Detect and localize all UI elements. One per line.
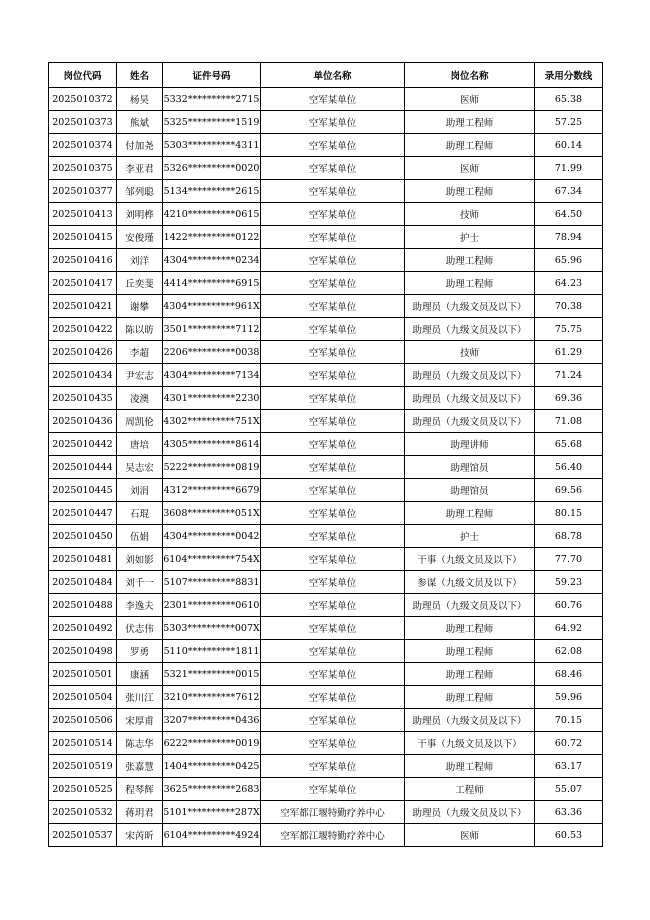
header-position-name: 岗位名称 [405,63,535,88]
id-number-cell: 4301**********2230 [163,387,261,410]
position-code-cell: 2025010373 [49,111,117,134]
name-cell: 罗勇 [117,640,163,663]
unit-name-cell: 空军某单位 [261,226,405,249]
name-cell: 伍娟 [117,525,163,548]
id-number-cell: 6222**********0019 [163,732,261,755]
header-name: 姓名 [117,63,163,88]
position-name-cell: 助理工程师 [405,617,535,640]
id-number-cell: 3608**********051X [163,502,261,525]
unit-name-cell: 空军某单位 [261,433,405,456]
table-row [49,456,603,479]
name-cell: 安俊瑾 [117,226,163,249]
table-row [49,249,603,272]
id-number-cell: 5326**********0020 [163,157,261,180]
score-line-cell: 70.15 [535,709,603,732]
name-cell: 刘洋 [117,249,163,272]
position-name-cell: 助理馆员 [405,479,535,502]
header-score-line: 录用分数线 [535,63,603,88]
id-number-cell: 3207**********0436 [163,709,261,732]
id-number-cell: 6104**********4924 [163,824,261,847]
score-line-cell: 68.78 [535,525,603,548]
position-code-cell: 2025010532 [49,801,117,824]
unit-name-cell: 空军都江堰特勤疗养中心 [261,801,405,824]
position-name-cell: 干事（九级文员及以下） [405,548,535,571]
unit-name-cell: 空军某单位 [261,732,405,755]
position-code-cell: 2025010525 [49,778,117,801]
position-code-cell: 2025010415 [49,226,117,249]
id-number-cell: 4304**********0042 [163,525,261,548]
unit-name-cell: 空军某单位 [261,157,405,180]
score-line-cell: 63.36 [535,801,603,824]
name-cell: 张川江 [117,686,163,709]
header-id-number: 证件号码 [163,63,261,88]
table-row [49,502,603,525]
position-name-cell: 技师 [405,341,535,364]
name-cell: 李超 [117,341,163,364]
table-row [49,571,603,594]
unit-name-cell: 空军某单位 [261,318,405,341]
name-cell: 蒋玥君 [117,801,163,824]
table-row [49,111,603,134]
score-line-cell: 60.53 [535,824,603,847]
score-line-cell: 60.72 [535,732,603,755]
table-row [49,134,603,157]
id-number-cell: 4414**********6915 [163,272,261,295]
position-code-cell: 2025010504 [49,686,117,709]
position-code-cell: 2025010537 [49,824,117,847]
name-cell: 谢攀 [117,295,163,318]
position-code-cell: 2025010417 [49,272,117,295]
table-row [49,88,603,111]
id-number-cell: 1422**********0122 [163,226,261,249]
position-name-cell: 助理员（九级文员及以下） [405,709,535,732]
position-name-cell: 助理讲师 [405,433,535,456]
table-row [49,525,603,548]
unit-name-cell: 空军某单位 [261,663,405,686]
table-row [49,640,603,663]
position-name-cell: 助理工程师 [405,272,535,295]
id-number-cell: 4304**********961X [163,295,261,318]
table-row [49,180,603,203]
id-number-cell: 4305**********8614 [163,433,261,456]
score-line-cell: 57.25 [535,111,603,134]
unit-name-cell: 空军某单位 [261,203,405,226]
id-number-cell: 4312**********6679 [163,479,261,502]
unit-name-cell: 空军某单位 [261,709,405,732]
name-cell: 尹宏志 [117,364,163,387]
score-line-cell: 64.50 [535,203,603,226]
unit-name-cell: 空军某单位 [261,180,405,203]
name-cell: 宋芮昕 [117,824,163,847]
name-cell: 张嘉慧 [117,755,163,778]
score-line-cell: 71.24 [535,364,603,387]
name-cell: 陈以昉 [117,318,163,341]
id-number-cell: 3210**********7612 [163,686,261,709]
id-number-cell: 1404**********0425 [163,755,261,778]
position-code-cell: 2025010450 [49,525,117,548]
unit-name-cell: 空军都江堰特勤疗养中心 [261,824,405,847]
position-code-cell: 2025010506 [49,709,117,732]
name-cell: 熊斌 [117,111,163,134]
position-code-cell: 2025010514 [49,732,117,755]
unit-name-cell: 空军某单位 [261,295,405,318]
position-name-cell: 助理工程师 [405,686,535,709]
position-code-cell: 2025010484 [49,571,117,594]
position-name-cell: 助理工程师 [405,502,535,525]
unit-name-cell: 空军某单位 [261,134,405,157]
name-cell: 凌澳 [117,387,163,410]
id-number-cell: 5303**********007X [163,617,261,640]
score-line-cell: 65.68 [535,433,603,456]
position-name-cell: 技师 [405,203,535,226]
id-number-cell: 4304**********7134 [163,364,261,387]
position-name-cell: 医师 [405,824,535,847]
position-code-cell: 2025010434 [49,364,117,387]
table-row [49,203,603,226]
position-code-cell: 2025010498 [49,640,117,663]
position-code-cell: 2025010488 [49,594,117,617]
position-name-cell: 助理工程师 [405,134,535,157]
position-name-cell: 助理工程师 [405,663,535,686]
unit-name-cell: 空军某单位 [261,594,405,617]
table-row [49,226,603,249]
position-code-cell: 2025010492 [49,617,117,640]
id-number-cell: 4304**********0234 [163,249,261,272]
score-line-cell: 78.94 [535,226,603,249]
unit-name-cell: 空军某单位 [261,272,405,295]
id-number-cell: 3501**********7112 [163,318,261,341]
name-cell: 石琨 [117,502,163,525]
position-name-cell: 助理员（九级文员及以下） [405,364,535,387]
score-line-cell: 55.07 [535,778,603,801]
position-name-cell: 护士 [405,525,535,548]
score-line-cell: 68.46 [535,663,603,686]
score-line-cell: 56.40 [535,456,603,479]
name-cell: 杨昊 [117,88,163,111]
id-number-cell: 5321**********0015 [163,663,261,686]
position-code-cell: 2025010374 [49,134,117,157]
name-cell: 唐培 [117,433,163,456]
table-row [49,318,603,341]
name-cell: 刘千一 [117,571,163,594]
table-body [49,88,603,847]
position-code-cell: 2025010501 [49,663,117,686]
table-row [49,548,603,571]
name-cell: 周凯伦 [117,410,163,433]
position-name-cell: 助理员（九级文员及以下） [405,594,535,617]
table-row [49,709,603,732]
id-number-cell: 4302**********751X [163,410,261,433]
score-line-cell: 64.23 [535,272,603,295]
score-line-cell: 70.38 [535,295,603,318]
position-name-cell: 助理馆员 [405,456,535,479]
unit-name-cell: 空军某单位 [261,571,405,594]
position-name-cell: 助理工程师 [405,111,535,134]
score-line-cell: 61.29 [535,341,603,364]
table-row [49,272,603,295]
name-cell: 宋厚甫 [117,709,163,732]
name-cell: 刘涓 [117,479,163,502]
score-line-cell: 71.08 [535,410,603,433]
unit-name-cell: 空军某单位 [261,640,405,663]
name-cell: 康涵 [117,663,163,686]
name-cell: 李亚君 [117,157,163,180]
id-number-cell: 2301**********0610 [163,594,261,617]
position-code-cell: 2025010416 [49,249,117,272]
table-row [49,824,603,847]
name-cell: 付加尧 [117,134,163,157]
name-cell: 李逸夫 [117,594,163,617]
position-name-cell: 医师 [405,88,535,111]
position-name-cell: 助理工程师 [405,640,535,663]
position-name-cell: 助理工程师 [405,755,535,778]
position-name-cell: 助理员（九级文员及以下） [405,295,535,318]
unit-name-cell: 空军某单位 [261,456,405,479]
table-row [49,157,603,180]
unit-name-cell: 空军某单位 [261,755,405,778]
table-row [49,387,603,410]
position-code-cell: 2025010372 [49,88,117,111]
name-cell: 刘如影 [117,548,163,571]
position-code-cell: 2025010481 [49,548,117,571]
position-code-cell: 2025010447 [49,502,117,525]
score-line-cell: 59.23 [535,571,603,594]
id-number-cell: 3625**********2683 [163,778,261,801]
table-row [49,410,603,433]
id-number-cell: 2206**********0038 [163,341,261,364]
position-code-cell: 2025010375 [49,157,117,180]
table-row [49,686,603,709]
unit-name-cell: 空军某单位 [261,364,405,387]
position-code-cell: 2025010442 [49,433,117,456]
unit-name-cell: 空军某单位 [261,111,405,134]
table-row [49,663,603,686]
id-number-cell: 5303**********4311 [163,134,261,157]
score-line-cell: 62.08 [535,640,603,663]
position-name-cell: 工程师 [405,778,535,801]
unit-name-cell: 空军某单位 [261,548,405,571]
unit-name-cell: 空军某单位 [261,387,405,410]
position-name-cell: 助理员（九级文员及以下） [405,801,535,824]
position-code-cell: 2025010519 [49,755,117,778]
unit-name-cell: 空军某单位 [261,479,405,502]
position-code-cell: 2025010413 [49,203,117,226]
score-line-cell: 77.70 [535,548,603,571]
name-cell: 丘奕斐 [117,272,163,295]
table-row [49,364,603,387]
name-cell: 伏志伟 [117,617,163,640]
table-row [49,594,603,617]
score-line-cell: 65.38 [535,88,603,111]
position-name-cell: 助理员（九级文员及以下） [405,387,535,410]
position-code-cell: 2025010421 [49,295,117,318]
id-number-cell: 5101**********287X [163,801,261,824]
position-name-cell: 助理员（九级文员及以下） [405,318,535,341]
unit-name-cell: 空军某单位 [261,249,405,272]
unit-name-cell: 空军某单位 [261,502,405,525]
unit-name-cell: 空军某单位 [261,686,405,709]
unit-name-cell: 空军某单位 [261,525,405,548]
score-line-cell: 59.96 [535,686,603,709]
position-name-cell: 护士 [405,226,535,249]
position-name-cell: 助理员（九级文员及以下） [405,410,535,433]
table-row [49,732,603,755]
id-number-cell: 5110**********1811 [163,640,261,663]
table-row [49,479,603,502]
position-code-cell: 2025010422 [49,318,117,341]
table-row [49,801,603,824]
position-code-cell: 2025010435 [49,387,117,410]
header-unit-name: 单位名称 [261,63,405,88]
position-code-cell: 2025010445 [49,479,117,502]
score-line-cell: 75.75 [535,318,603,341]
score-line-cell: 64.92 [535,617,603,640]
table-row [49,755,603,778]
position-code-cell: 2025010426 [49,341,117,364]
position-name-cell: 医师 [405,157,535,180]
score-line-cell: 60.76 [535,594,603,617]
id-number-cell: 5222**********0819 [163,456,261,479]
position-code-cell: 2025010377 [49,180,117,203]
header-position-code: 岗位代码 [49,63,117,88]
unit-name-cell: 空军某单位 [261,410,405,433]
score-line-cell: 65.96 [535,249,603,272]
score-line-cell: 69.56 [535,479,603,502]
name-cell: 程琴辉 [117,778,163,801]
position-name-cell: 参谋（九级文员及以下） [405,571,535,594]
score-line-cell: 60.14 [535,134,603,157]
position-name-cell: 干事（九级文员及以下） [405,732,535,755]
position-name-cell: 助理工程师 [405,249,535,272]
score-line-cell: 80.15 [535,502,603,525]
name-cell: 刘明桦 [117,203,163,226]
table-row [49,295,603,318]
unit-name-cell: 空军某单位 [261,341,405,364]
id-number-cell: 5134**********2615 [163,180,261,203]
id-number-cell: 4210**********0615 [163,203,261,226]
table-row [49,617,603,640]
unit-name-cell: 空军某单位 [261,617,405,640]
score-line-cell: 71.99 [535,157,603,180]
id-number-cell: 6104**********754X [163,548,261,571]
unit-name-cell: 空军某单位 [261,778,405,801]
score-line-cell: 63.17 [535,755,603,778]
table-row [49,433,603,456]
position-code-cell: 2025010436 [49,410,117,433]
id-number-cell: 5107**********8831 [163,571,261,594]
id-number-cell: 5325**********1519 [163,111,261,134]
id-number-cell: 5332**********2715 [163,88,261,111]
name-cell: 陈志华 [117,732,163,755]
position-name-cell: 助理工程师 [405,180,535,203]
table-row [49,778,603,801]
unit-name-cell: 空军某单位 [261,88,405,111]
results-table [48,62,603,847]
score-line-cell: 67.34 [535,180,603,203]
position-code-cell: 2025010444 [49,456,117,479]
name-cell: 吴志宏 [117,456,163,479]
score-line-cell: 69.36 [535,387,603,410]
table-row [49,341,603,364]
header-row [49,63,603,88]
name-cell: 邹列聪 [117,180,163,203]
